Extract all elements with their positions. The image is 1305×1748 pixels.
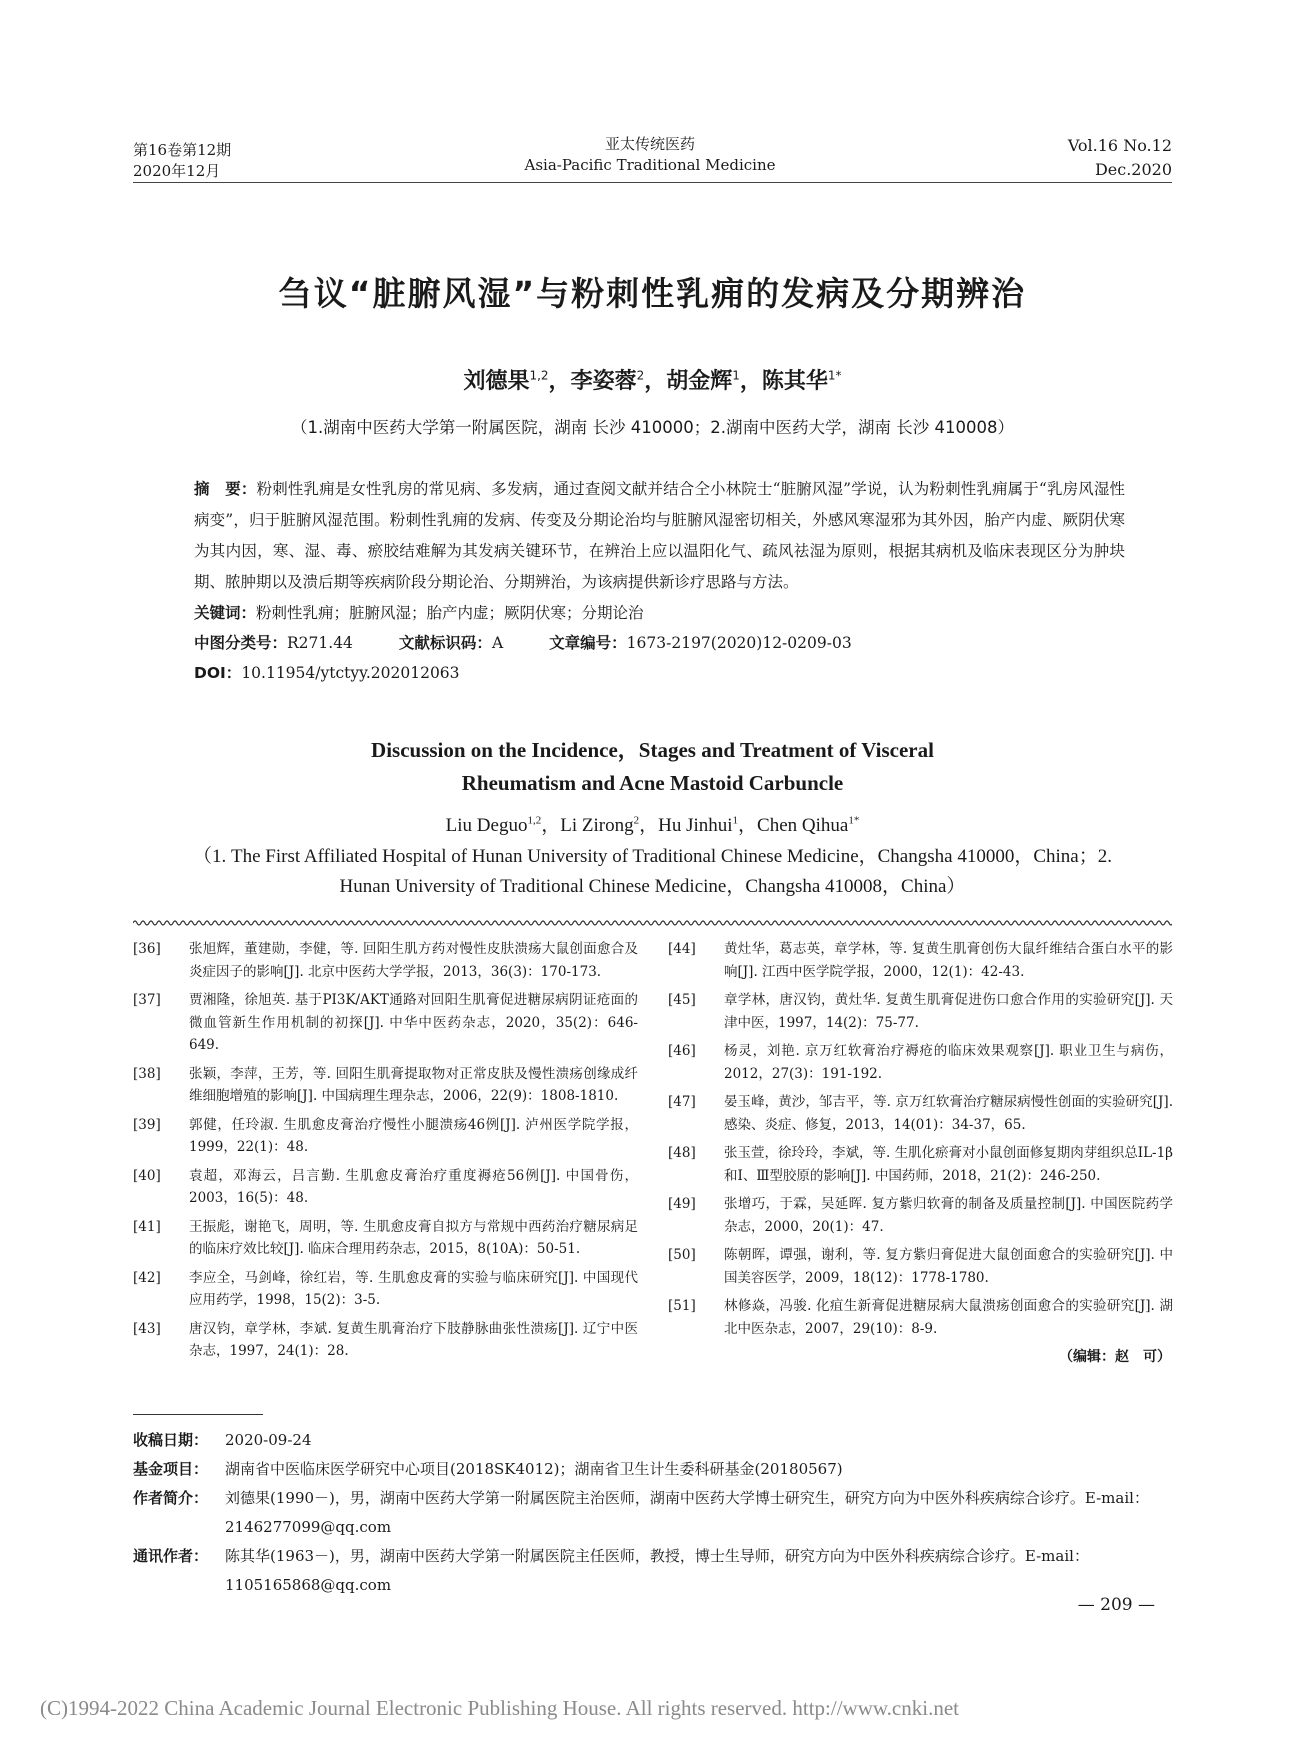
author-name: Liu Deguo	[445, 815, 528, 836]
corr-label: 通讯作者：	[133, 1547, 209, 1565]
reference-text: 袁超，邓海云，吕言勤. 生肌愈皮膏治疗重度褥疮56例[J]. 中国骨伤，2003，16(5)：48.	[189, 1167, 638, 1206]
author-separator: ，	[541, 815, 561, 836]
page-number: — 209 —	[1077, 1595, 1155, 1615]
author-separator: ，	[548, 369, 571, 394]
reference-number: [47]	[668, 1094, 696, 1110]
clc-label: 中图分类号：	[194, 634, 288, 652]
fund-label: 基金项目：	[133, 1460, 209, 1478]
received-value: 2020-09-24	[225, 1431, 312, 1449]
reference-text: 郭健，任玲淑. 生肌愈皮膏治疗慢性小腿溃疡46例[J]. 泸州医学院学报，1999，22(1)：48.	[189, 1116, 638, 1155]
author-separator: ，	[739, 369, 762, 394]
reference-number: [50]	[668, 1247, 696, 1263]
reference-text: 张玉萱，徐玲玲，李斌，等. 生肌化瘀膏对小鼠创面修复期肉芽组织总IL-1β和Ⅰ、Ⅲ型胶原的影响[J]. 中国药师，2018，21(2)：246-250.	[724, 1145, 1173, 1184]
abstract-text: 粉刺性乳痈是女性乳房的常见病、多发病，通过查阅文献并结合仝小林院士“脏腑风湿”学说，认为粉刺性乳痈属于“乳房风湿性病变”，归于脏腑风湿范围。粉刺性乳痈的发病、传变及分期论治均与脏腑风湿密切相关，外感风寒湿邪为其外因，胎产内虚、厥阴伏寒为其内因，寒、湿、毒、瘀胶结难解为其发病关键环节，在辨治上应以温阳化气、疏风祛湿为原则，根据其病机及临床表现区分为肿块期、脓肿期以及溃后期等疾病阶段分期论治、分期辨治，为该病提供新诊疗思路与方法。	[194, 480, 1125, 591]
journal-name-cn: 亚太传统医药	[604, 135, 695, 153]
reference-item	[133, 1165, 638, 1210]
reference-number: [49]	[668, 1196, 696, 1212]
english-title-line: Rheumatism and Acne Mastoid Carbuncle	[461, 771, 844, 795]
doi-label: DOI：	[194, 664, 242, 682]
reference-number: [39]	[133, 1116, 161, 1133]
reference-item	[668, 1040, 1173, 1085]
journal-volume: 第16卷第12期	[133, 141, 232, 159]
journal-issue-en	[1068, 134, 1172, 182]
author-affiliation-mark: 2	[633, 814, 640, 827]
reference-text: 杨灵，刘艳. 京万红软膏治疗褥疮的临床效果观察[J]. 职业卫生与病伤，2012，27(3)：191-192.	[724, 1043, 1173, 1082]
reference-number: [37]	[133, 992, 161, 1008]
author-name: Chen Qihua	[757, 815, 849, 836]
footnotes	[133, 1426, 1172, 1600]
article-number-label: 文章编号：	[549, 634, 627, 652]
reference-text: 张颖，李萍，王芳，等. 回阳生肌膏提取物对正常皮肤及慢性溃疡创缘成纤维细胞增殖的影响[J]. 中国病理生理杂志，2006，22(9)：1808-1810.	[189, 1065, 638, 1104]
reference-text: 黄灶华，葛志英，章学林，等. 复黄生肌膏创伤大鼠纤维结合蛋白水平的影响[J]. 江西中医学院学报，2000，12(1)：42-43.	[724, 941, 1173, 980]
reference-item	[133, 1318, 638, 1363]
article-number-value: 1673-2197(2020)12-0209-03	[626, 634, 852, 652]
author-name: Hu Jinhui	[658, 815, 733, 836]
reference-number: [41]	[133, 1218, 161, 1235]
reference-text: 贾湘隆，徐旭英. 基于PI3K/AKT通路对回阳生肌膏促进糖尿病阴证疮面的微血管新生作用机制的初探[J]. 中华中医药杂志，2020，35(2)：646-649.	[189, 992, 638, 1053]
references-right-column	[668, 938, 1173, 1368]
keywords	[194, 598, 1125, 628]
clc-value: R271.44	[287, 634, 353, 652]
doc-code-value: A	[491, 634, 504, 652]
wavy-divider	[133, 918, 1172, 928]
english-title	[0, 734, 1305, 800]
reference-item	[133, 1216, 638, 1261]
received-label: 收稿日期：	[133, 1431, 209, 1449]
reference-number: [45]	[668, 992, 696, 1008]
reference-item	[668, 1142, 1173, 1187]
received-date	[133, 1426, 1172, 1455]
classification	[194, 628, 1125, 658]
reference-number: [42]	[133, 1269, 161, 1286]
reference-text: 林修焱，冯骏. 化疽生新膏促进糖尿病大鼠溃疡创面愈合的实验研究[J]. 湖北中医杂志，2007，29(10)：8-9.	[724, 1298, 1173, 1337]
author-affiliation-mark: 1,2	[529, 368, 549, 383]
reference-item	[668, 1091, 1173, 1136]
reference-number: [36]	[133, 941, 161, 957]
author-affiliation-mark: 1*	[848, 814, 860, 827]
reference-number: [40]	[133, 1167, 161, 1184]
author-name: 陈其华	[761, 369, 828, 394]
reference-item	[133, 1063, 638, 1108]
english-affiliation: （1. The First Affiliated Hospital of Hunan University of Traditional Chinese Medicine，Changsha 410000，China；2. Hunan University of Traditional Chinese Medicine，Changsha 410008，China）	[193, 846, 1112, 897]
author-separator: ，	[639, 815, 659, 836]
reference-text: 王振彪，谢艳飞，周明，等. 生肌愈皮膏自拟方与常规中西药治疗糖尿病足的临床疗效比较[J]. 临床合理用药杂志，2015，8(10A)：50-51.	[189, 1218, 638, 1257]
reference-text: 张旭辉，董建勋，李健，等. 回阳生肌方药对慢性皮肤溃疡大鼠创面愈合及炎症因子的影响[J]. 北京中医药大学学报，2013，36(3)：170-173.	[189, 941, 638, 980]
reference-number: [51]	[668, 1298, 696, 1314]
article-title: 刍议“脏腑风湿”与粉刺性乳痈的发病及分期辨治	[278, 274, 1027, 313]
reference-item	[133, 938, 638, 983]
reference-item	[133, 1114, 638, 1159]
author-name: 李姿蓉	[570, 369, 637, 394]
author-name: 刘德果	[463, 369, 530, 394]
author-bio-value: 刘德果(1990－)，男，湖南中医药大学第一附属医院主治医师，湖南中医药大学博士研究生，研究方向为中医外科疾病综合诊疗。E-mail：2146277099@qq.com	[225, 1489, 1149, 1536]
fund-value: 湖南省中医临床医学研究中心项目(2018SK4012)；湖南省卫生计生委科研基金(20180567)	[225, 1460, 843, 1478]
author-separator: ，	[738, 815, 758, 836]
reference-item	[668, 1244, 1173, 1289]
author-affiliation-mark: 1*	[827, 368, 842, 383]
journal-name-en: Asia-Pacific Traditional Medicine	[524, 156, 776, 174]
reference-item	[668, 938, 1173, 983]
reference-text: 张增巧，于霖，吴延晖. 复方紫归软膏的制备及质量控制[J]. 中国医院药学杂志，2000，20(1)：47.	[724, 1196, 1173, 1235]
copyright-notice: (C)1994-2022 China Academic Journal Electronic Publishing House. All rights reserved. http://www.cnki.net	[40, 1696, 959, 1720]
header-divider	[133, 182, 1172, 183]
fund-project	[133, 1455, 1172, 1484]
reference-number: [46]	[668, 1043, 696, 1059]
journal-volume-en: Vol.16 No.12	[1067, 136, 1172, 155]
doc-code-label: 文献标识码：	[398, 634, 492, 652]
journal-date: 2020年12月	[133, 162, 221, 180]
abstract	[194, 474, 1125, 598]
author-bio-label: 作者简介：	[133, 1489, 209, 1507]
keywords-text: 粉刺性乳痈；脏腑风湿；胎产内虚；厥阴伏寒；分期论治	[256, 604, 644, 622]
author-affiliation-mark: 1	[732, 368, 740, 383]
reference-item	[133, 989, 638, 1057]
reference-number: [43]	[133, 1320, 161, 1337]
reference-text: 李应全，马剑峰，徐红岩，等. 生肌愈皮膏的实验与临床研究[J]. 中国现代应用药学，1998，15(2)：3-5.	[189, 1269, 638, 1308]
abstract-label: 摘 要：	[194, 480, 257, 498]
author-name: Li Zirong	[560, 815, 634, 836]
author-bio	[133, 1484, 1172, 1542]
reference-item	[668, 1193, 1173, 1238]
reference-number: [48]	[668, 1145, 696, 1161]
reference-text: 晏玉峰，黄沙，邹吉平，等. 京万红软膏治疗糖尿病慢性创面的实验研究[J]. 感染、炎症、修复，2013，14(01)：34-37，65.	[724, 1094, 1173, 1133]
reference-number: [38]	[133, 1065, 161, 1082]
reference-text: 唐汉钧，章学林，李斌. 复黄生肌膏治疗下肢静脉曲张性溃疡[J]. 辽宁中医杂志，1997，24(1)：28.	[189, 1320, 638, 1359]
abstract-block	[194, 474, 1125, 688]
reference-number: [44]	[668, 941, 696, 957]
references-left-column	[133, 938, 638, 1369]
english-author-list	[0, 810, 1305, 837]
affiliation: （1.湖南中医药大学第一附属医院，湖南 长沙 410000；2.湖南中医药大学，湖南 长沙 410008）	[291, 418, 1014, 437]
journal-issue	[133, 140, 231, 182]
english-title-line: Discussion on the Incidence，Stages and Treatment of Visceral	[371, 738, 934, 762]
reference-item	[133, 1267, 638, 1312]
reference-item	[668, 1295, 1173, 1340]
journal-date-en: Dec.2020	[1094, 160, 1172, 179]
author-affiliation-mark: 1	[732, 814, 739, 827]
author-name: 胡金辉	[666, 369, 733, 394]
author-affiliation-mark: 1,2	[527, 814, 542, 827]
keywords-label: 关键词：	[194, 604, 257, 622]
journal-name	[440, 134, 860, 176]
corr-value: 陈其华(1963－)，男，湖南中医药大学第一附属医院主任医师，教授，博士生导师，研究方向为中医外科疾病综合诊疗。E-mail：1105165868@qq.com	[225, 1547, 1089, 1594]
doi-value: 10.11954/ytctyy.202012063	[241, 664, 460, 682]
reference-text: 陈朝晖，谭强，谢利，等. 复方紫归膏促进大鼠创面愈合的实验研究[J]. 中国美容医学，2009，18(12)：1778-1780.	[724, 1247, 1173, 1286]
author-list	[0, 364, 1305, 395]
reference-item	[668, 989, 1173, 1034]
author-separator: ，	[644, 369, 667, 394]
corresponding-author	[133, 1542, 1172, 1600]
reference-text: 章学林，唐汉钧，黄灶华. 复黄生肌膏促进伤口愈合作用的实验研究[J]. 天津中医，1997，14(2)：75-77.	[724, 992, 1173, 1031]
doi	[194, 658, 1125, 688]
author-affiliation-mark: 2	[636, 368, 645, 383]
editor-note: （编辑：赵 可）	[1059, 1349, 1171, 1365]
footnote-divider	[133, 1414, 263, 1415]
